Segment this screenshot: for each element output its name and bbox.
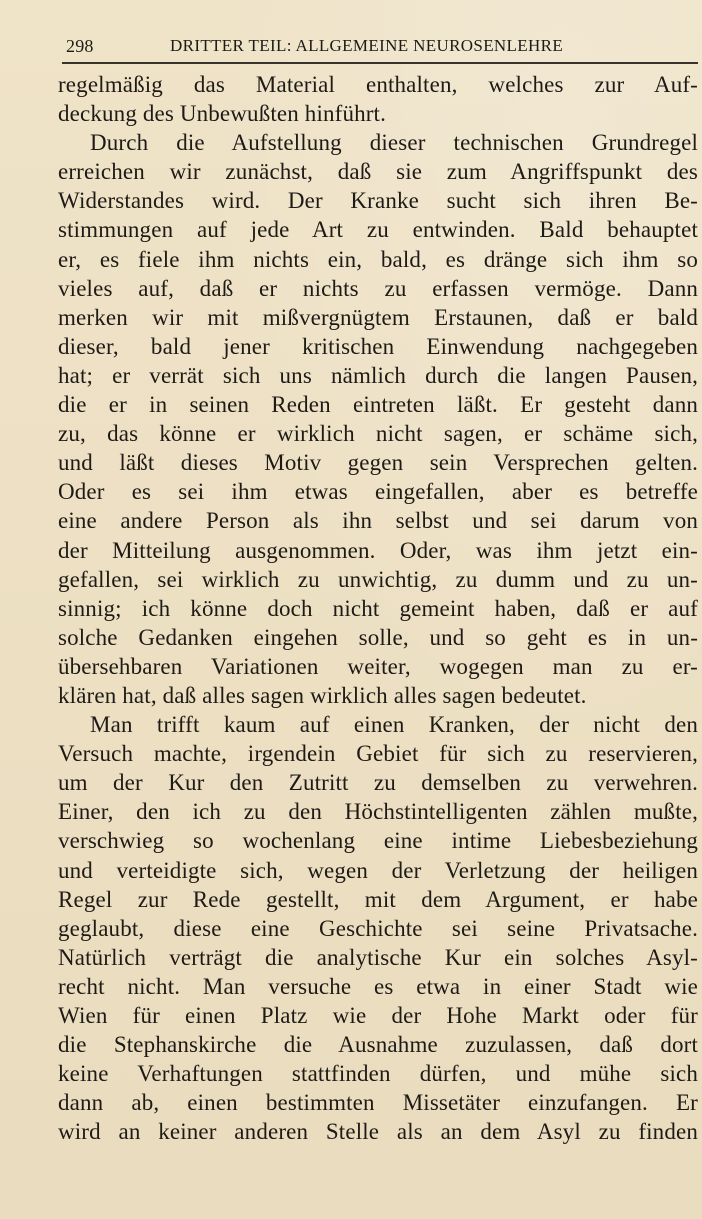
text-line: recht nicht. Man versuche es etwa in einer Stadt wie [58,973,698,999]
text-line: keine Verhaftungen stattfinden dürfen, und mühe sich [58,1061,698,1087]
text-line: und läßt dieses Motiv gegen sein Versprechen gelten. [58,450,698,476]
text-line: stimmungen auf jede Art zu entwinden. Bald behauptet [58,217,698,243]
text-line: er, es fiele ihm nichts ein, bald, es dränge sich ihm so [58,246,698,272]
text-line: Man trifft kaum auf einen Kranken, der nicht den [90,712,698,738]
text-line: und verteidigte sich, wegen der Verletzung der heiligen [58,857,698,883]
body-text [58,70,698,1146]
text-line: vieles auf, daß er nichts zu erfassen vermöge. Dann [58,275,698,301]
text-line: erreichen wir zunächst, daß sie zum Angriffspunkt des [58,159,698,185]
text-line: geglaubt, diese eine Geschichte sei seine Privatsache. [58,915,698,941]
text-line: zu, das könne er wirklich nicht sagen, er schäme sich, [58,421,698,447]
text-line: der Mitteilung ausgenommen. Oder, was ihm jetzt ein- [58,537,698,563]
text-line: Oder es sei ihm etwas eingefallen, aber es betreffe [58,479,698,505]
text-line: hat; er verrät sich uns nämlich durch die langen Pausen, [58,362,698,388]
text-line: gefallen, sei wirklich zu unwichtig, zu dumm und zu un- [58,566,698,592]
text-line: sinnig; ich könne doch nicht gemeint haben, daß er auf [58,595,698,621]
text-line: merken wir mit mißvergnügtem Erstaunen, daß er bald [58,304,698,330]
text-line: deckung des Unbewußten hinführt. [58,101,387,127]
text-line: regelmäßig das Material enthalten, welches zur Auf- [58,72,698,97]
text-line: dann ab, einen bestimmten Missetäter einzufangen. Er [58,1090,698,1116]
running-head: DRITTER TEIL: ALLGEMEINE NEUROSENLEHRE [170,36,564,55]
text-line: verschwieg so wochenlang eine intime Liebesbeziehung [58,828,698,854]
text-line: Versuch machte, irgendein Gebiet für sich zu reservieren, [58,741,698,767]
text-line: dieser, bald jener kritischen Einwendung nachgegeben [58,333,698,359]
text-line: eine andere Person als ihn selbst und sei darum von [58,508,698,534]
text-line: die er in seinen Reden eintreten läßt. Er gesteht dann [58,392,698,418]
text-line: Wien für einen Platz wie der Hohe Markt oder für [58,1003,698,1028]
text-line: Natürlich verträgt die analytische Kur ein solches Asyl- [58,944,698,970]
text-line: Widerstandes wird. Der Kranke sucht sich ihren Be- [58,188,698,214]
text-line: klären hat, daß alles sagen wirklich alles sagen bedeutet. [58,682,587,708]
page-header [62,32,702,60]
text-line: um der Kur den Zutritt zu demselben zu verwehren. [58,770,698,796]
text-line: Regel zur Rede gestellt, mit dem Argument, er habe [58,886,698,912]
text-line: solche Gedanken eingehen solle, und so geht es in un- [58,624,698,650]
text-line: die Stephanskirche die Ausnahme zuzulassen, daß dort [58,1032,698,1058]
text-line: Durch die Aufstellung dieser technischen Grundregel [90,130,698,156]
text-line: Einer, den ich zu den Höchstintelligenten zählen mußte, [58,799,698,825]
header-rule [62,62,698,64]
text-line: übersehbaren Variationen weiter, wogegen man zu er- [58,653,698,679]
page-number: 298 [66,36,94,56]
text-line: wird an keiner anderen Stelle als an dem Asyl zu finden [58,1119,698,1145]
